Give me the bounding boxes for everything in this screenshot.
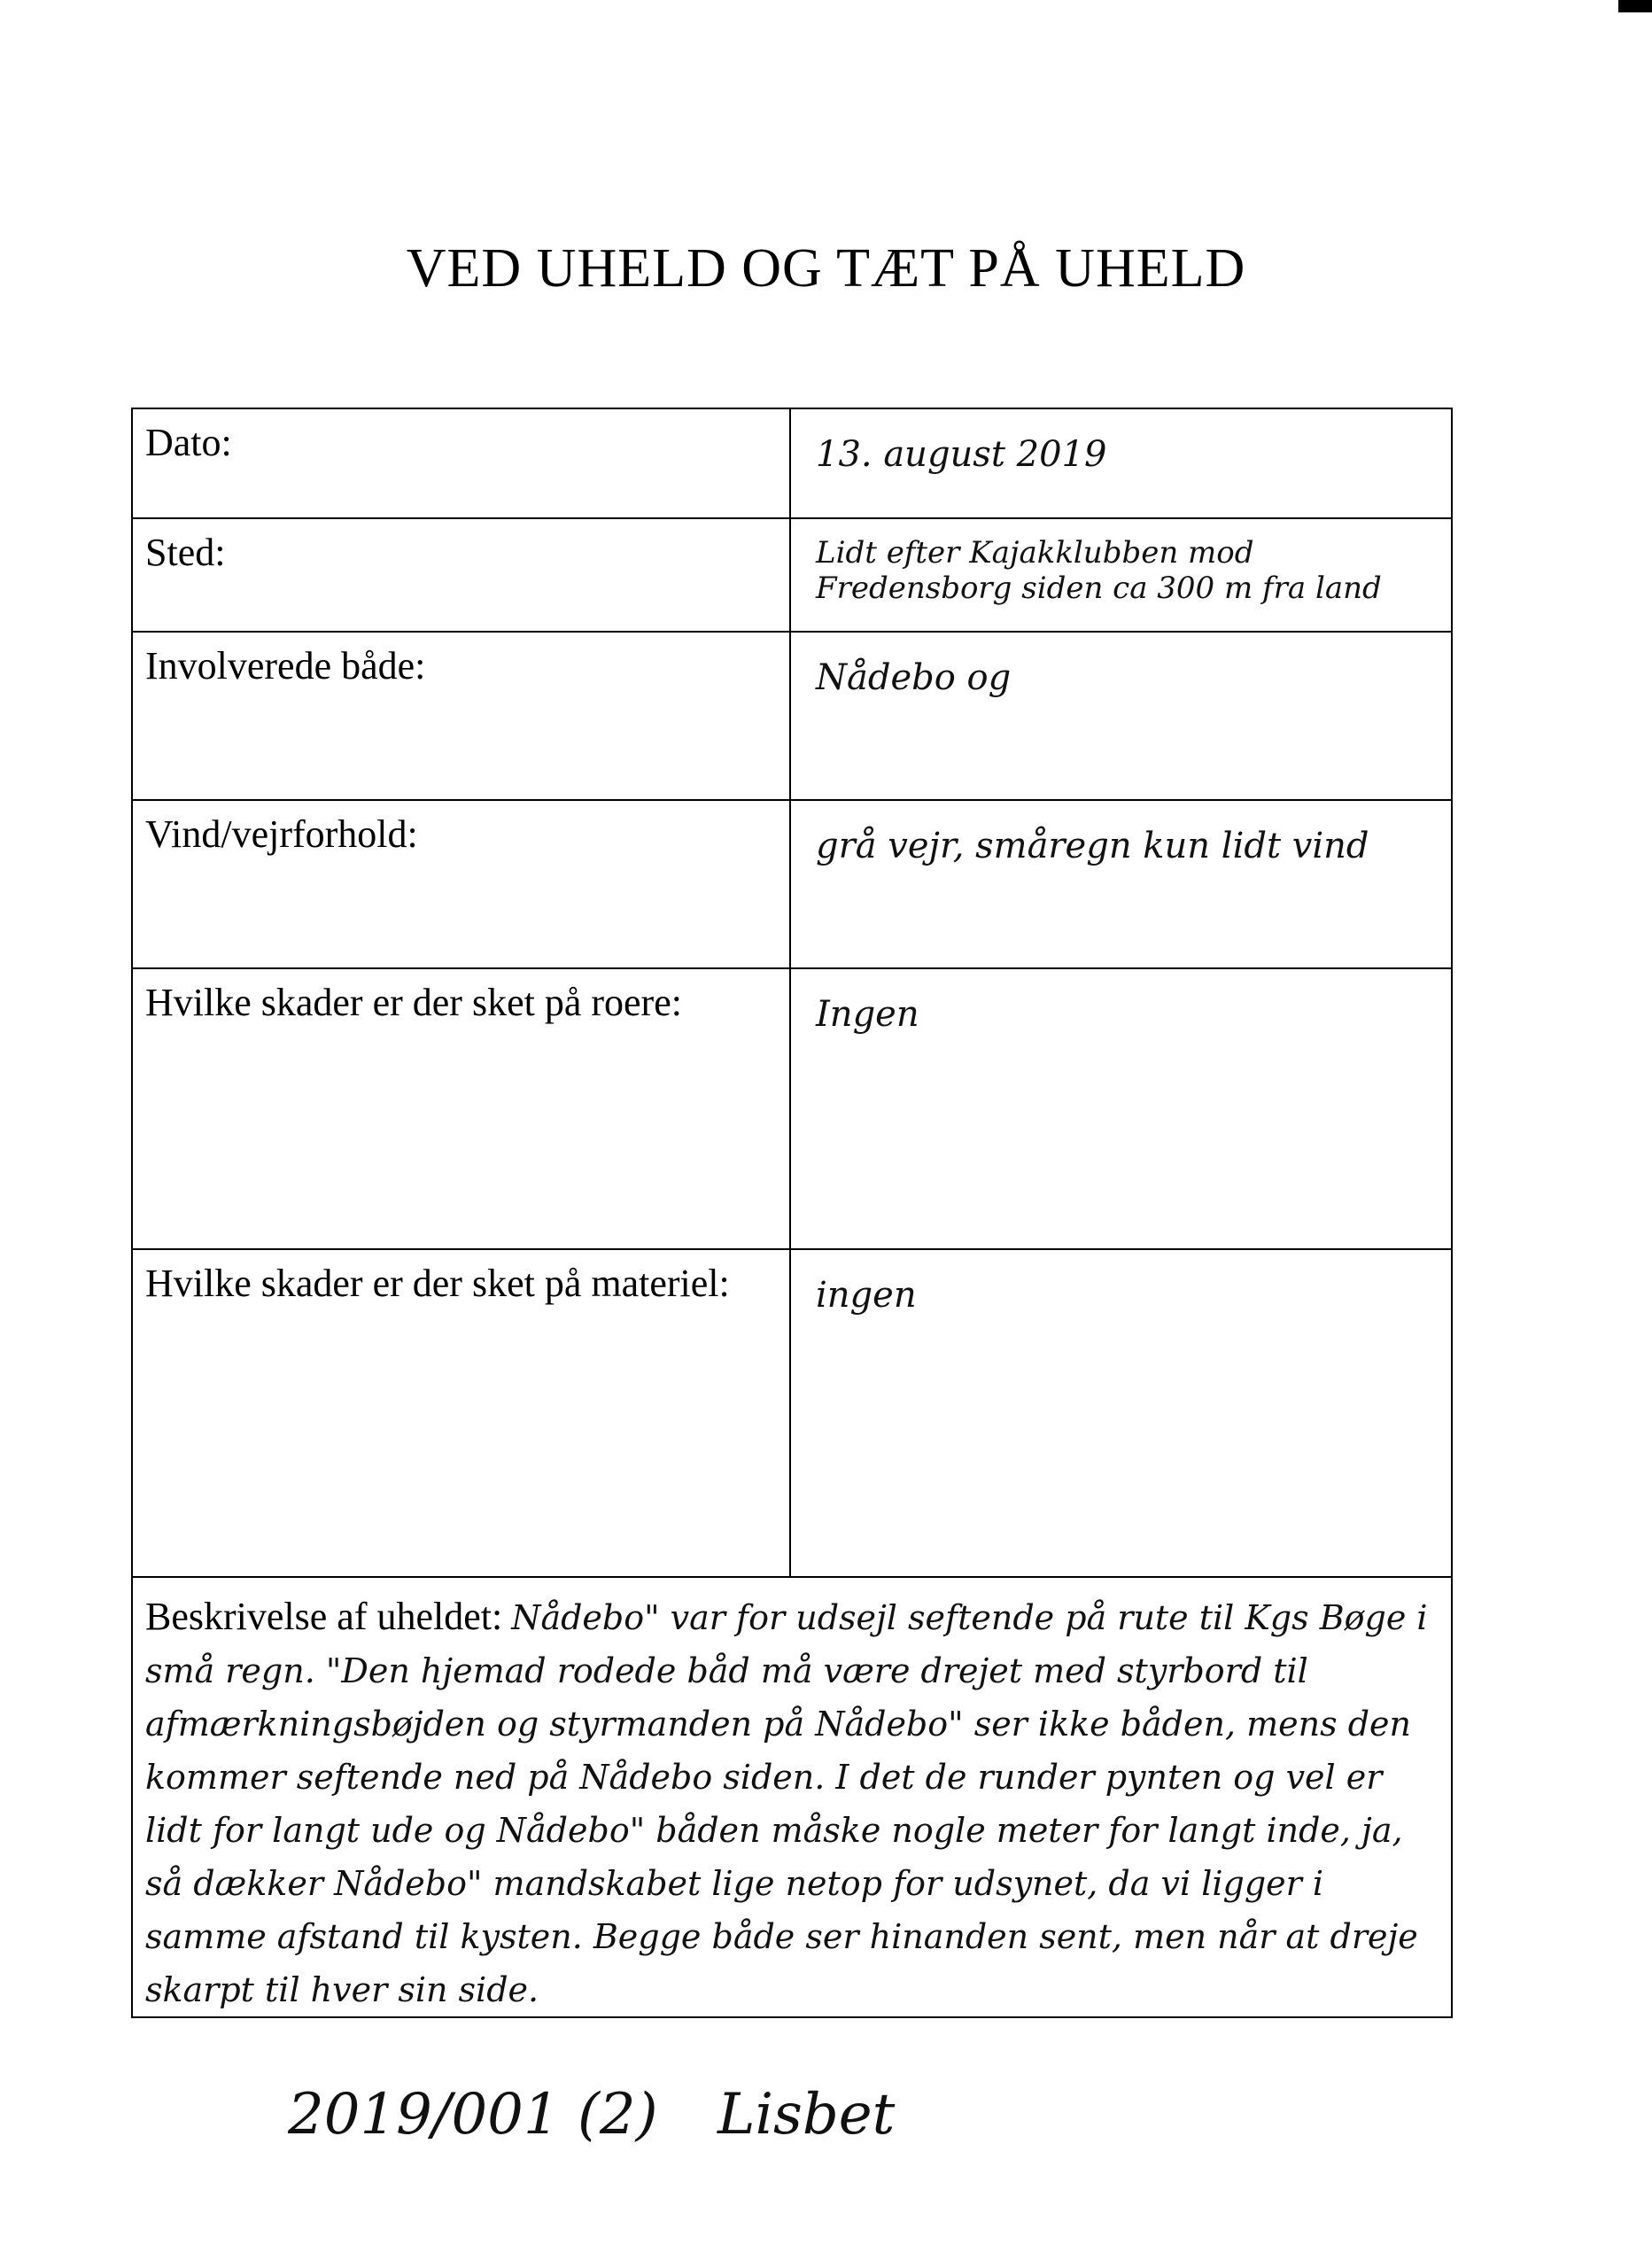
- label-dato: Dato:: [145, 421, 232, 464]
- row-sted: [132, 518, 1452, 632]
- label-involverede: Involverede både:: [145, 644, 426, 687]
- value-vind: grå vejr, småregn kun lidt vind: [816, 826, 1369, 866]
- value-skader-roere: Ingen: [816, 994, 919, 1035]
- value-skader-materiel: ingen: [816, 1275, 917, 1316]
- value-sted: Lidt efter Kajakklubben mod Fredensborg siden ca 300 m fra land: [816, 535, 1382, 606]
- value-beskrivelse: Nådebo" var for udsejl seftende på rute til Kgs Bøge i små regn. "Den hjemad rodede båd må være drejet med styrbord til afmærkningsbøjden og styrmanden på Nådebo" ser ikke båden, mens den kommer seftende ned på Nådebo siden. I det de runder pynten og vel er lidt for langt ude og Nådebo" båden måske nogle meter for langt inde, ja, så dækker Nådebo" mandskabet lige netop for udsynet, da vi ligger i samme afstand til kysten. Begge både ser hinanden sent, men når at dreje skarpt til hver sin side.: [145, 1598, 1428, 2009]
- row-skader-roere: [132, 968, 1452, 1249]
- beskrivelse-cell: [133, 1578, 1451, 2016]
- row-vind: [132, 800, 1452, 968]
- scan-corner-mark: [1618, 0, 1652, 12]
- row-beskrivelse: [132, 1577, 1452, 2017]
- label-vind: Vind/vejrforhold:: [145, 812, 418, 856]
- row-skader-materiel: [132, 1249, 1452, 1577]
- page-title: VED UHELD OG TÆT PÅ UHELD: [406, 238, 1246, 299]
- value-dato: 13. august 2019: [816, 434, 1107, 475]
- value-involverede: Nådebo og: [816, 657, 1012, 698]
- footer-name: Lisbet: [717, 2082, 896, 2148]
- label-beskrivelse: Beskrivelse af uheldet:: [145, 1595, 503, 1638]
- label-skader-materiel: Hvilke skader er der sket på materiel:: [145, 1262, 730, 1305]
- row-involverede: [132, 632, 1452, 800]
- footer-reference: 2019/001 (2): [288, 2082, 658, 2148]
- incident-form-table: [131, 408, 1453, 2018]
- label-skader-roere: Hvilke skader er der sket på roere:: [145, 981, 682, 1024]
- row-dato: [132, 408, 1452, 518]
- label-sted: Sted:: [145, 531, 226, 574]
